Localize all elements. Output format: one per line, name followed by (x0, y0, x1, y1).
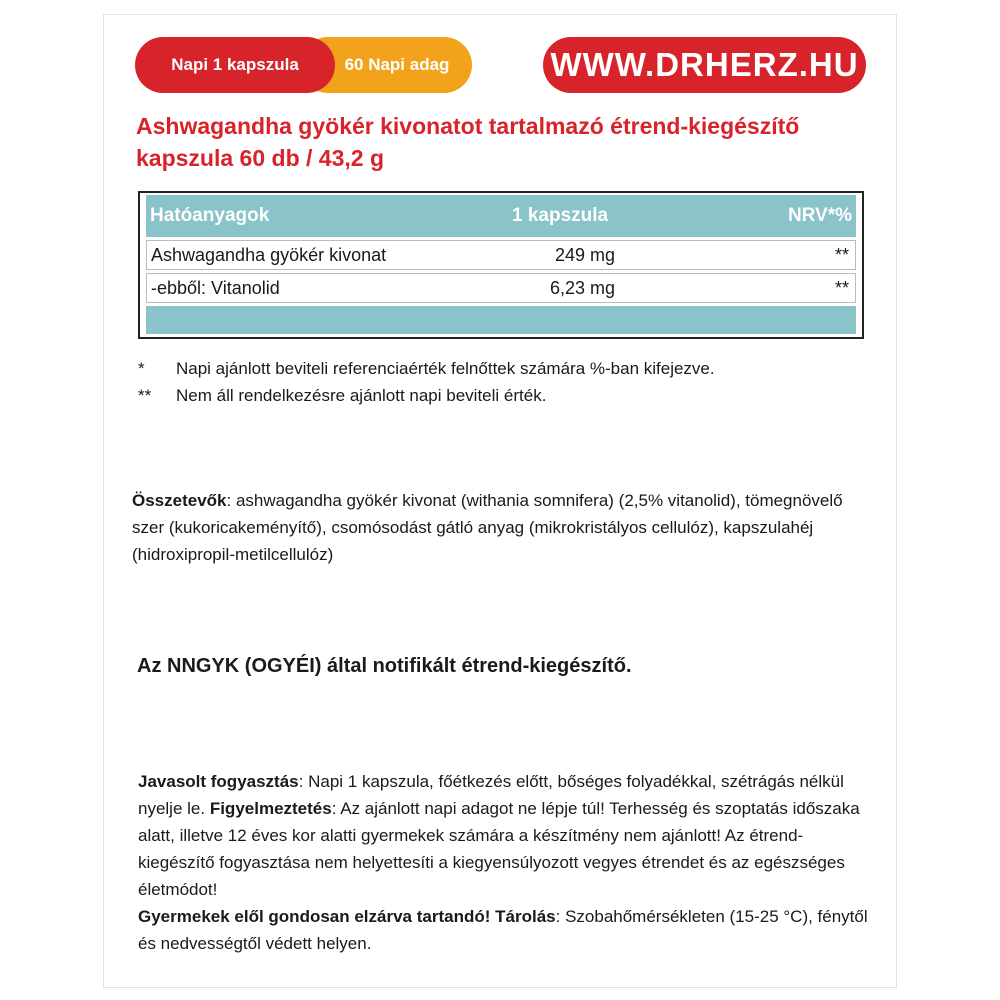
header-capsule: 1 kapszula (512, 205, 609, 226)
row-name: -ebből: Vitanolid (151, 277, 280, 298)
warning-text: : Az ajánlott napi adagot ne lépje túl! Terhesség és szoptatás időszaka alatt, illetve 12 éves kor alatti gyermekek számára a készítmény nem ajánlott! Az étrend-kiegészítő fogyasztása nem helyettesíti a kiegyensúlyozott vegyes étrendet és az egészséges életmódot! (138, 799, 860, 899)
website-badge[interactable] (543, 37, 866, 93)
footnotes (138, 355, 858, 409)
footnote (138, 382, 858, 409)
children-warning: Gyermekek elől gondosan elzárva tartandó! (138, 907, 491, 926)
storage-label: Tárolás (495, 907, 556, 926)
row-nrv: ** (834, 244, 849, 265)
footnote-text: Napi ajánlott beviteli referenciaérték felnőttek számára %-ban kifejezve. (176, 359, 715, 378)
row-nrv: ** (834, 277, 849, 298)
product-title-line2: kapszula 60 db / 43,2 g (136, 145, 384, 171)
notification-notice: Az NNGYK (OGYÉI) által notifikált étrend-kiegészítő. (137, 655, 632, 677)
footnote-mark: ** (138, 386, 152, 405)
warning-label: Figyelmeztetés (209, 799, 332, 818)
footnote-mark: * (138, 359, 145, 378)
table-row (146, 273, 856, 303)
table-row (146, 240, 856, 270)
row-value: 6,23 mg (549, 277, 615, 298)
usage-text: : Napi 1 kapszula, főétkezés előtt, bőséges folyadékkal, szétrágás nélkül nyelje le. (138, 772, 844, 818)
usage-paragraph (138, 768, 878, 957)
footnote (138, 355, 858, 382)
ingredients-label: Összetevők (132, 491, 227, 510)
ingredients-text: : ashwagandha gyökér kivonat (withania somnifera) (2,5% vitanolid), tömegnövelő szer (kukoricakeményítő), csomósodást gátló anyag (mikrokristályos cellulóz), kapszulahéj (hidroxipropil-metilcellulóz) (132, 491, 843, 564)
table-footer (146, 306, 856, 334)
storage-text: : Szobahőmérsékleten (15-25 °C), fénytől és nedvességtől védett helyen. (138, 907, 868, 953)
usage-label: Javasolt fogyasztás (138, 772, 299, 791)
daily-dose-text: Napi 1 kapszula (171, 55, 299, 74)
website-link[interactable]: WWW.DRHERZ.HU (550, 46, 859, 83)
product-title (136, 110, 876, 174)
table-header (146, 195, 856, 237)
row-name: Ashwagandha gyökér kivonat (151, 244, 387, 265)
row-value: 249 mg (554, 244, 615, 265)
servings-text: 60 Napi adag (344, 55, 450, 74)
header-nrv: NRV*% (787, 205, 852, 226)
daily-dose-badge (135, 37, 335, 93)
product-title-line1: Ashwagandha gyökér kivonatot tartalmazó étrend-kiegészítő (136, 113, 800, 139)
footnote-text: Nem áll rendelkezésre ajánlott napi beviteli érték. (176, 386, 547, 405)
ingredients-paragraph (132, 487, 872, 568)
header-ingredients: Hatóanyagok (150, 205, 270, 226)
nutrition-table (138, 191, 864, 339)
